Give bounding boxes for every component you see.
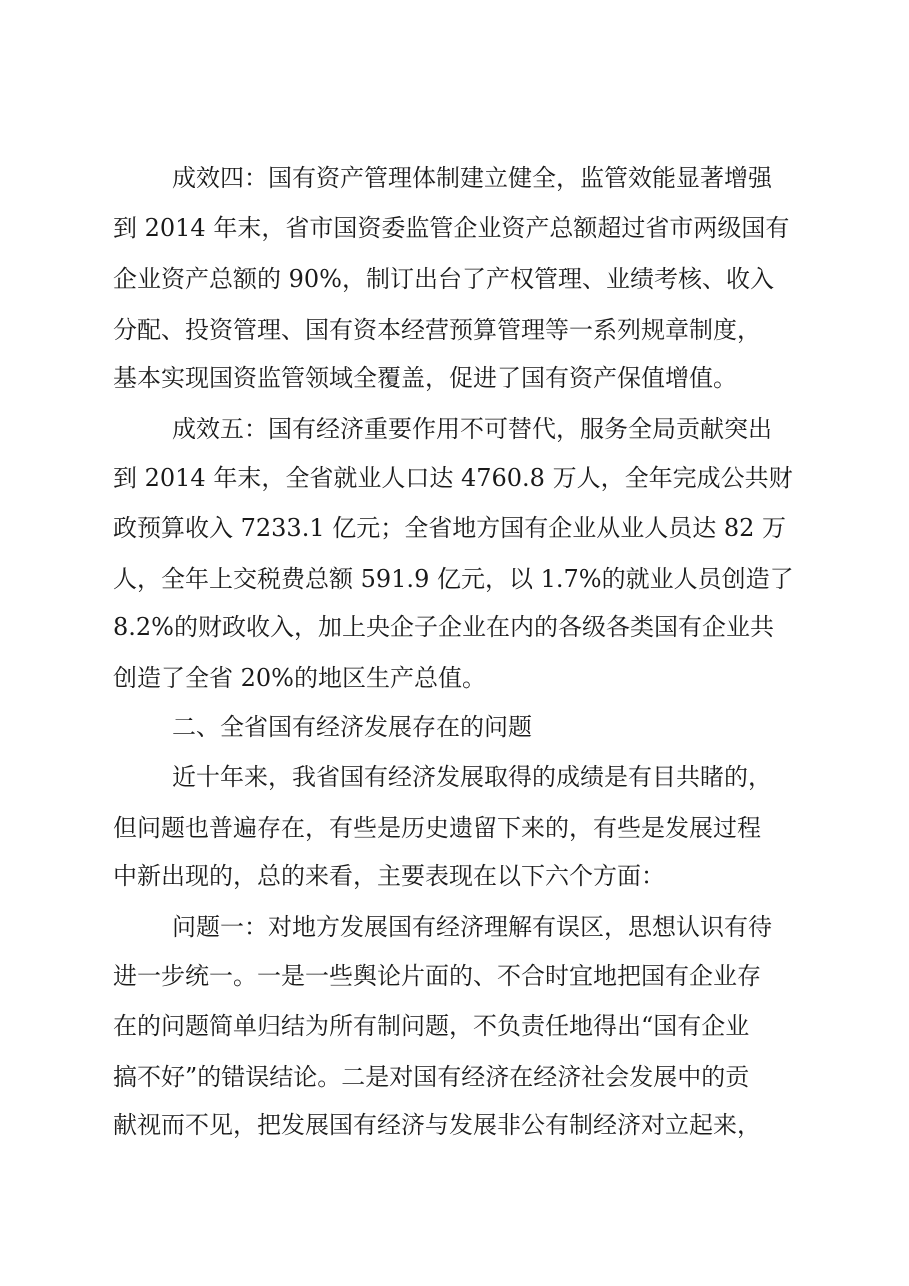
text-line: 在的问题简单归结为所有制问题，不负责任地得出“国有企业 bbox=[113, 1012, 750, 1040]
text-line: 8.2%的财政收入，加上央企子企业在内的各级各类国有企业共 bbox=[113, 613, 774, 641]
text-line: 献视而不见，把发展国有经济与发展非公有制经济对立起来， bbox=[113, 1111, 761, 1139]
text-line: 进一步统一。一是一些舆论片面的、不合时宜地把国有企业存 bbox=[113, 962, 761, 990]
text-line: 到 2014 年末，省市国资委监管企业资产总额超过省市两级国有 bbox=[113, 214, 790, 242]
text-line: 问题一：对地方发展国有经济理解有误区，思想认识有待 bbox=[172, 913, 772, 941]
text-line: 创造了全省 20%的地区生产总值。 bbox=[113, 664, 486, 692]
text-line: 基本实现国资监管领域全覆盖，促进了国有资产保值增值。 bbox=[113, 364, 737, 392]
text-line: 分配、投资管理、国有资本经营预算管理等一系列规章制度， bbox=[113, 316, 761, 344]
section-heading: 二、全省国有经济发展存在的问题 bbox=[172, 713, 532, 741]
text-line: 到 2014 年末，全省就业人口达 4760.8 万人，全年完成公共财 bbox=[113, 464, 793, 492]
text-line: 企业资产总额的 90%，制订出台了产权管理、业绩考核、收入 bbox=[113, 265, 774, 293]
text-line: 成效五：国有经济重要作用不可替代，服务全局贡献突出 bbox=[172, 415, 772, 443]
text-line: 人，全年上交税费总额 591.9 亿元，以 1.7%的就业人员创造了 bbox=[113, 565, 794, 593]
text-line: 政预算收入 7233.1 亿元；全省地方国有企业从业人员达 82 万 bbox=[113, 514, 787, 542]
text-line: 成效四：国有资产管理体制建立健全，监管效能显著增强 bbox=[172, 164, 772, 192]
text-line: 搞不好”的错误结论。二是对国有经济在经济社会发展中的贡 bbox=[113, 1063, 750, 1091]
text-line: 近十年来，我省国有经济发展取得的成绩是有目共睹的， bbox=[172, 763, 772, 791]
text-line: 但问题也普遍存在，有些是历史遗留下来的，有些是发展过程 bbox=[113, 814, 761, 842]
text-line: 中新出现的，总的来看，主要表现在以下六个方面： bbox=[113, 862, 665, 890]
